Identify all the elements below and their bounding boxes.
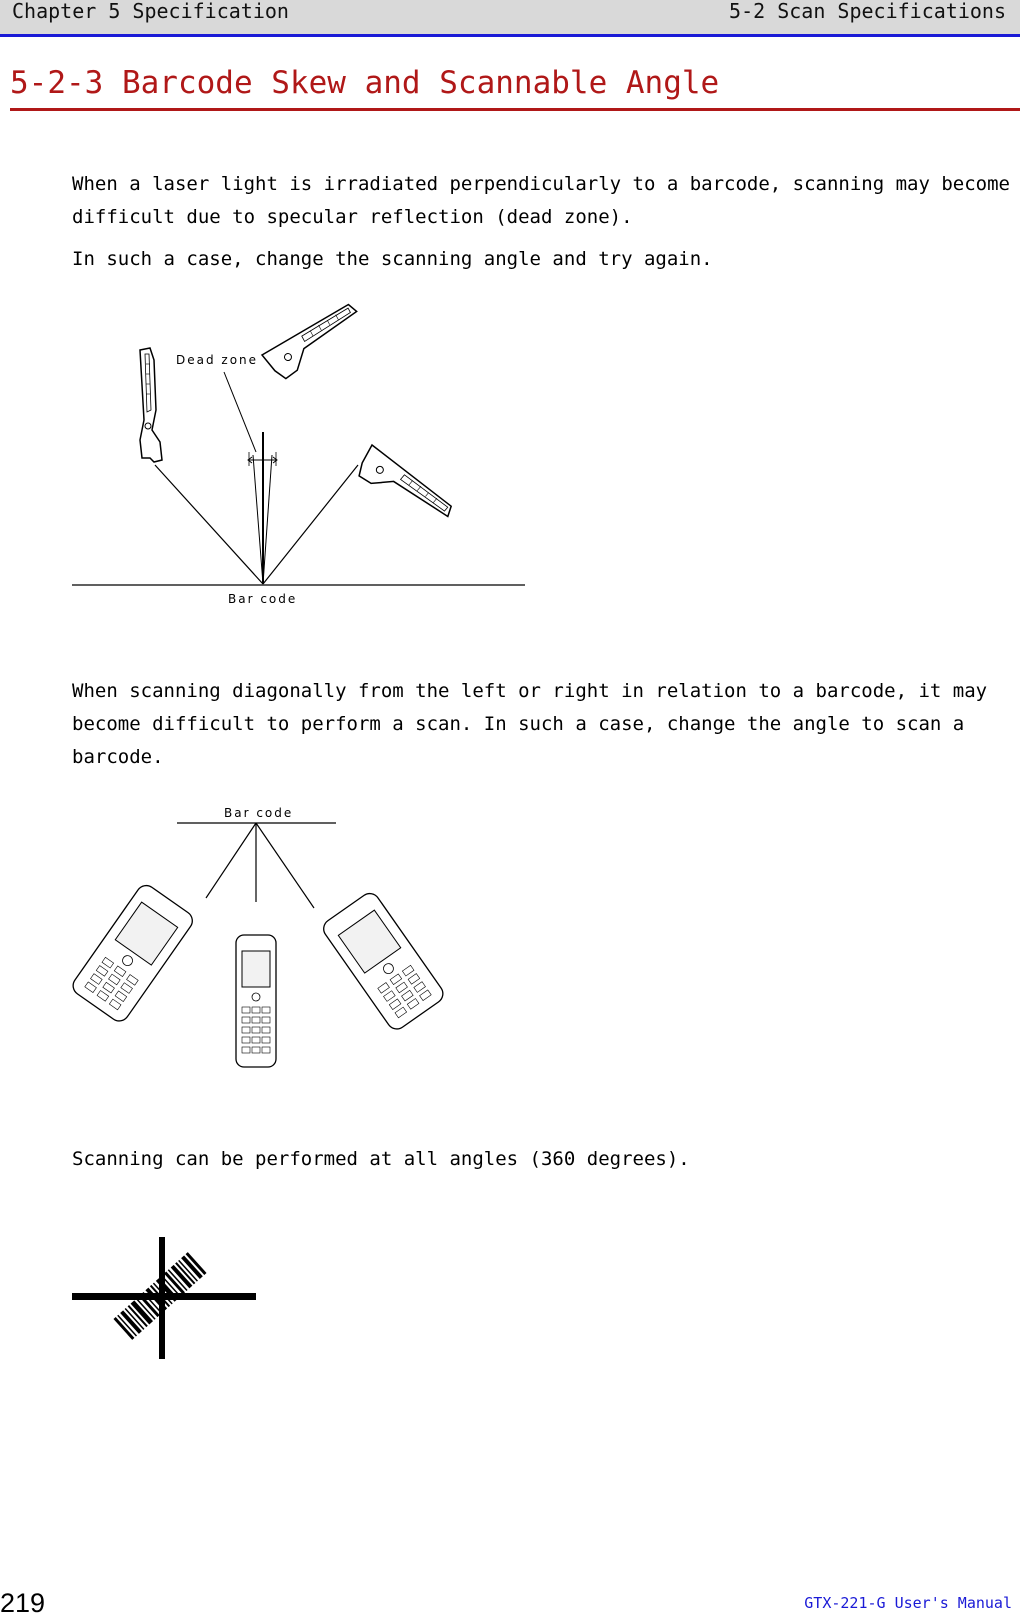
chapter-title: Chapter 5 Specification [12,0,289,23]
terminal-right-icon [320,890,447,1033]
paragraph-360: Scanning can be performed at all angles (360 degrees). [72,1148,690,1170]
page-header [0,0,1020,37]
terminal-center-icon [236,935,276,1067]
page-title: 5-2-3 Barcode Skew and Scannable Angle [10,62,1020,111]
page-number: 219 [0,1588,46,1618]
manual-name: GTX-221-G User's Manual [804,1594,1012,1612]
section-name: 5-2 Scan Specifications [729,0,1006,23]
paragraph-diagonal: When scanning diagonally from the left or right in relation to a barcode, it may become difficult to perform a scan. In such a case, change the angle to scan a barcode. [72,680,988,768]
terminal-left-icon [69,882,196,1025]
barcode-label-fig2: Bar code [224,806,294,820]
barcode-label-fig1: Bar code [228,592,298,606]
scanner-left-icon [140,348,162,462]
dead-zone-label: Dead zone [176,353,259,367]
crosshair-horizontal [72,1293,256,1300]
crosshair-vertical [159,1237,165,1359]
scanner-right-icon [351,442,454,536]
skewed-barcode-icon [113,1252,206,1340]
paragraph-change-angle: In such a case, change the scanning angle and try again. [72,248,713,270]
scanner-center-icon [260,303,369,384]
paragraph-dead-zone: When a laser light is irradiated perpendicularly to a barcode, scanning may become difficult due to specular reflection (dead zone). [72,173,1010,228]
